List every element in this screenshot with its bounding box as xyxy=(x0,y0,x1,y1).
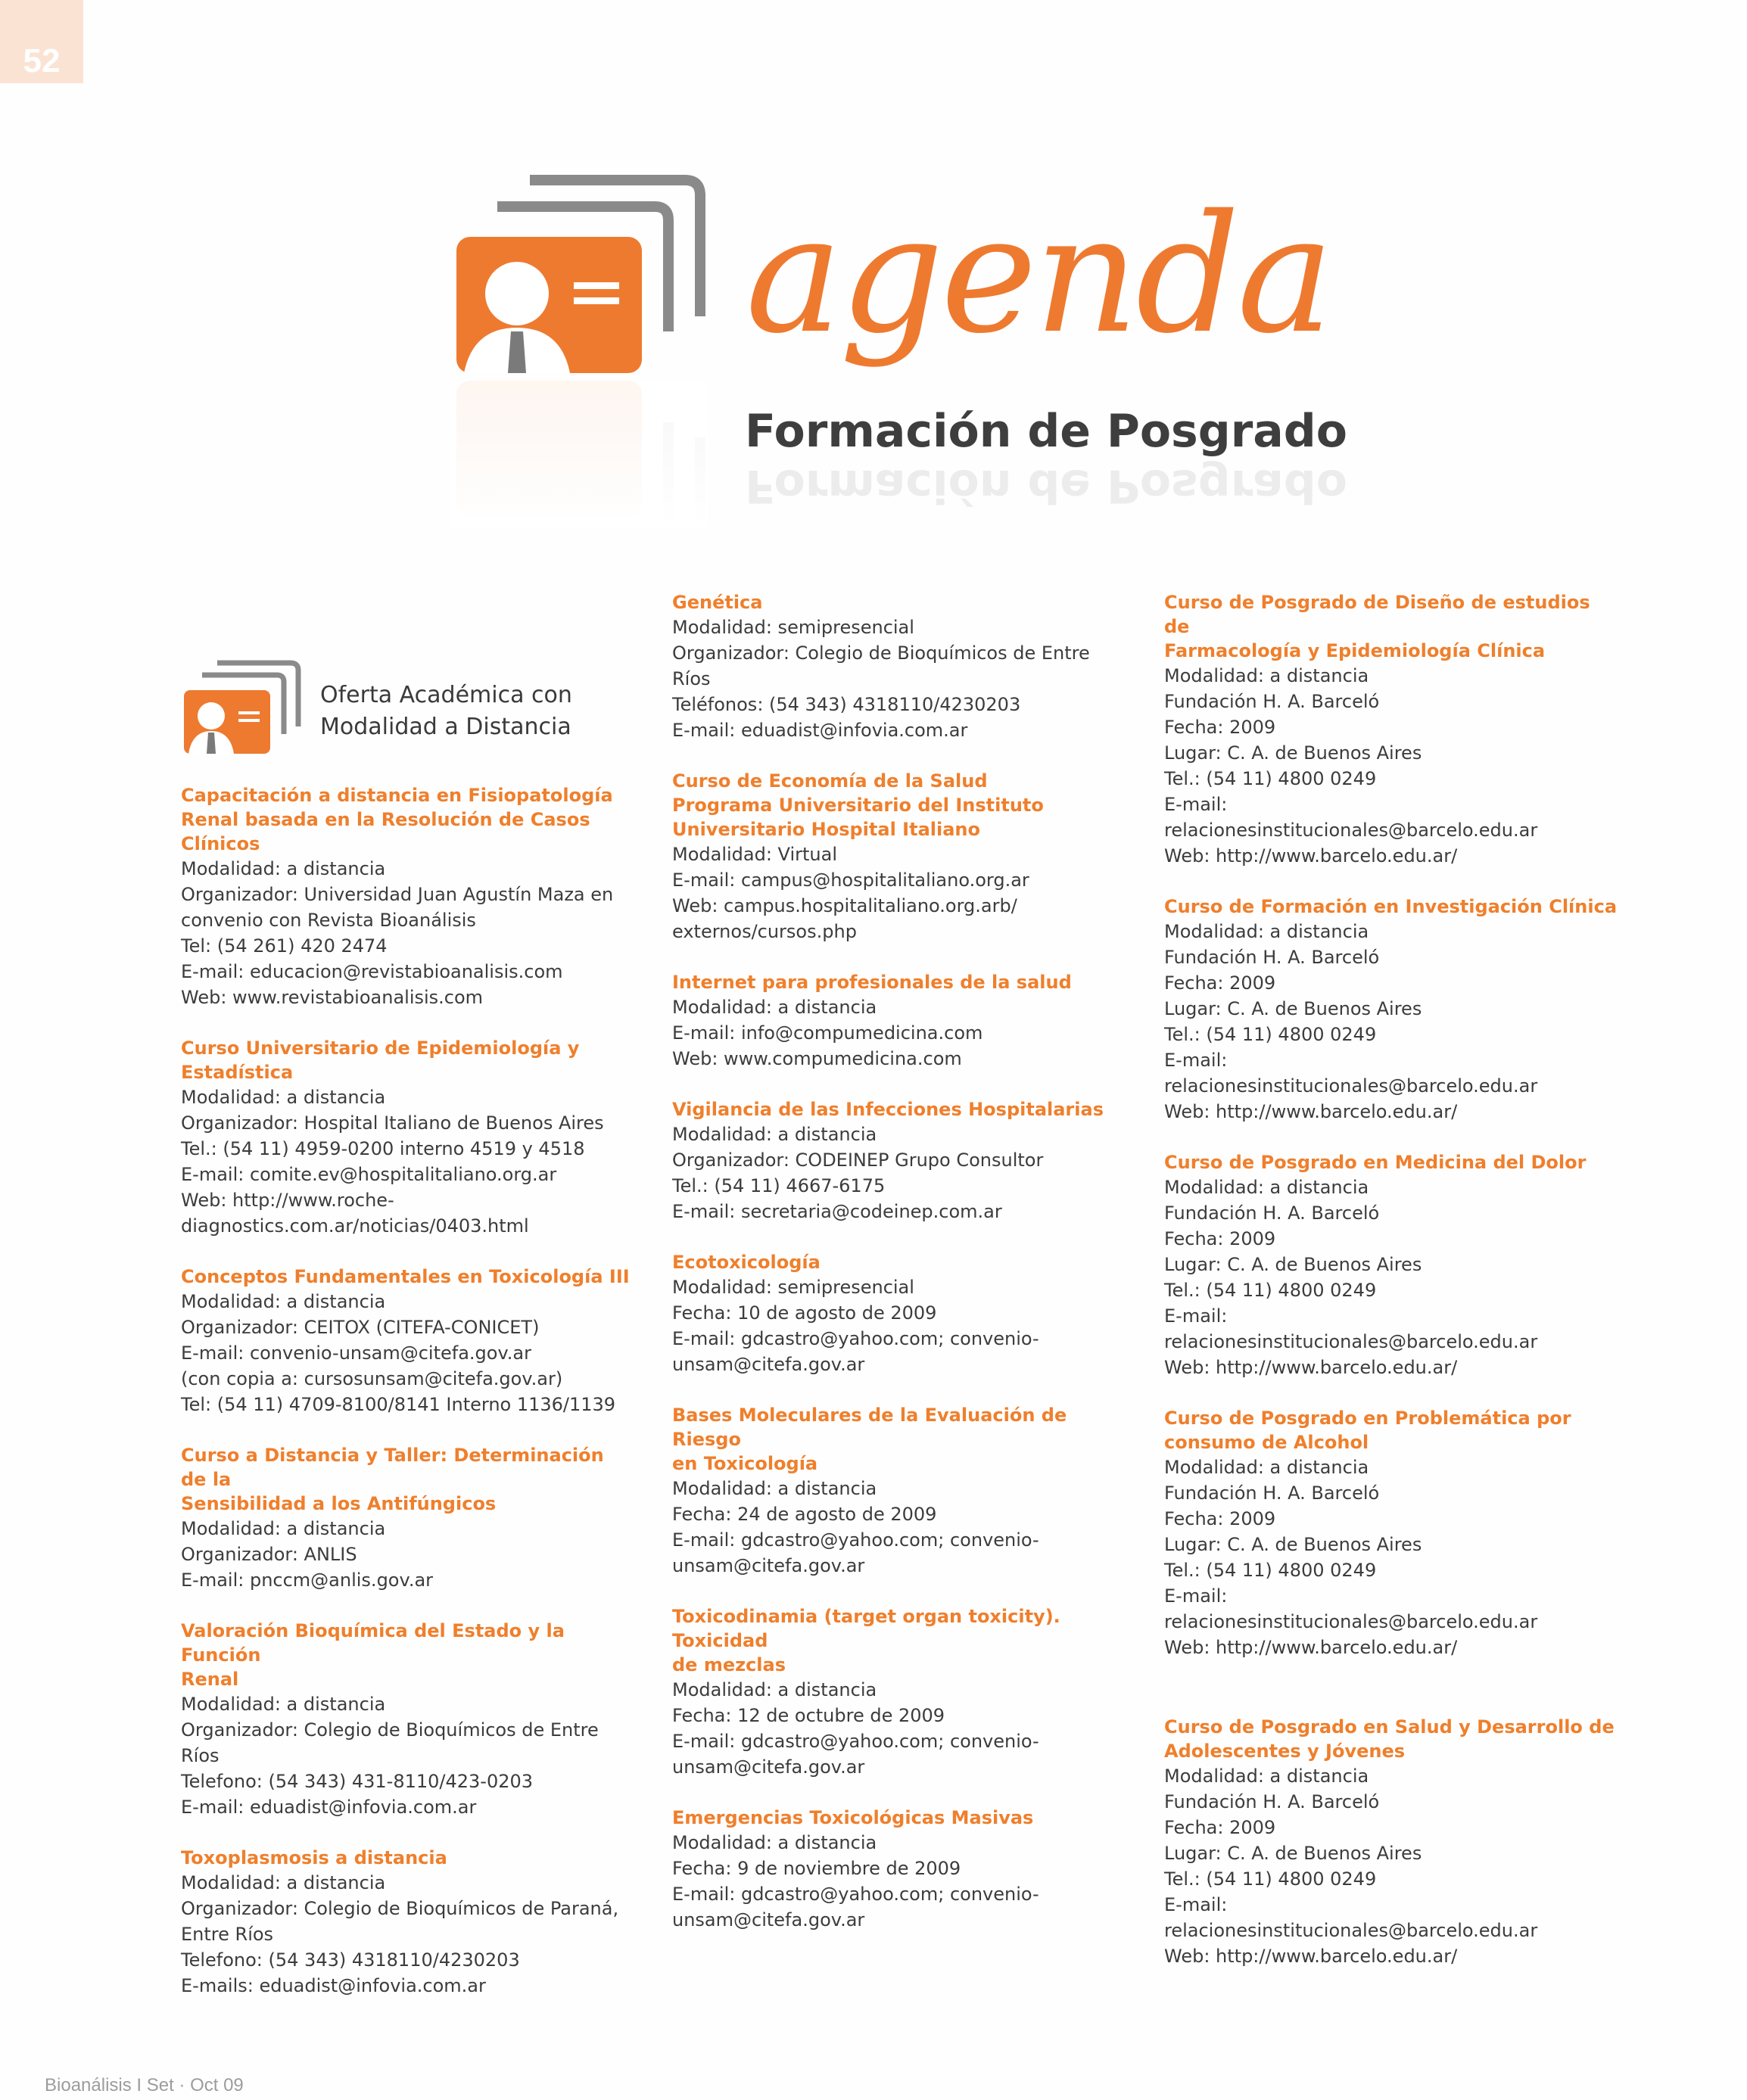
course-detail: Modalidad: a distancia xyxy=(181,858,386,879)
section-title-line: Oferta Académica con xyxy=(320,682,572,708)
section-header xyxy=(181,657,605,755)
course-title: Farmacología y Epidemiología Clínica xyxy=(1164,640,1546,661)
course-detail: Fecha: 12 de octubre de 2009 xyxy=(672,1705,945,1726)
course-detail: Organizador: ANLIS xyxy=(181,1544,357,1565)
course-entry xyxy=(672,1097,1126,1224)
course-entry xyxy=(181,1619,635,1820)
course-title: Conceptos Fundamentales en Toxicología III xyxy=(181,1266,630,1287)
course-title: Estadística xyxy=(181,1062,294,1083)
course-detail: Organizador: Colegio de Bioquímicos de Entre xyxy=(181,1719,599,1741)
course-detail: Web: www.compumedicina.com xyxy=(672,1048,962,1069)
footer: Bioanálisis I Set · Oct 09 xyxy=(45,2075,244,2095)
course-title: Bases Moleculares de la Evaluación de Riesgo xyxy=(672,1405,1067,1450)
course-detail: E-mail: eduadist@infovia.com.ar xyxy=(672,720,968,741)
course-detail: Web: http://www.roche- xyxy=(181,1190,394,1211)
course-detail: E-mail: xyxy=(1164,1050,1228,1071)
course-detail: Modalidad: a distancia xyxy=(181,1872,386,1893)
course-detail: Fecha: 24 de agosto de 2009 xyxy=(672,1504,937,1525)
course-detail: unsam@citefa.gov.ar xyxy=(672,1555,865,1576)
course-title: Curso de Economía de la Salud xyxy=(672,770,988,792)
course-title: Toxicodinamia (target organ toxicity). Toxicidad xyxy=(672,1606,1060,1651)
course-detail: Tel.: (54 11) 4800 0249 xyxy=(1164,768,1377,789)
course-entry xyxy=(672,769,1126,944)
course-entry xyxy=(672,1250,1126,1377)
course-entry xyxy=(1164,894,1618,1125)
course-entry xyxy=(1164,1715,1618,1969)
course-detail: Fundación H. A. Barceló xyxy=(1164,947,1380,968)
course-detail: Modalidad: a distancia xyxy=(672,1679,877,1700)
course-detail: Fundación H. A. Barceló xyxy=(1164,1791,1380,1812)
course-detail: E-mail: xyxy=(1164,1585,1228,1607)
course-title: Ecotoxicología xyxy=(672,1252,821,1273)
course-title: Renal xyxy=(181,1669,239,1690)
course-title: Adolescentes y Jóvenes xyxy=(1164,1741,1405,1762)
course-detail: Modalidad: a distancia xyxy=(181,1291,386,1312)
course-detail: Organizador: Colegio de Bioquímicos de Entre xyxy=(672,642,1090,664)
course-title: Curso de Posgrado en Problemática por xyxy=(1164,1408,1571,1429)
course-entry xyxy=(672,970,1126,1072)
course-title: Programa Universitario del Instituto xyxy=(672,795,1044,816)
course-entry xyxy=(672,590,1126,743)
course-detail: Web: www.revistabioanalisis.com xyxy=(181,987,484,1008)
course-detail: Entre Ríos xyxy=(181,1924,274,1945)
course-detail: E-mail: gdcastro@yahoo.com; convenio- xyxy=(672,1328,1039,1349)
course-entry xyxy=(181,1265,635,1417)
course-detail: Fundación H. A. Barceló xyxy=(1164,691,1380,712)
course-detail: Fecha: 2009 xyxy=(1164,1228,1276,1249)
course-title: Genética xyxy=(672,592,763,613)
column-1 xyxy=(181,783,635,2024)
course-entry xyxy=(672,1403,1126,1579)
course-title: consumo de Alcohol xyxy=(1164,1432,1369,1453)
course-detail: Web: http://www.barcelo.edu.ar/ xyxy=(1164,845,1458,866)
course-detail: Modalidad: a distancia xyxy=(181,1518,386,1539)
course-detail: Ríos xyxy=(672,668,711,689)
course-detail: E-mail: gdcastro@yahoo.com; convenio- xyxy=(672,1731,1039,1752)
course-title: Internet para profesionales de la salud xyxy=(672,972,1072,993)
course-detail: Organizador: CODEINEP Grupo Consultor xyxy=(672,1150,1044,1171)
agenda-card-icon xyxy=(450,173,708,528)
course-detail: Organizador: Hospital Italiano de Buenos Aires xyxy=(181,1112,604,1134)
course-detail: unsam@citefa.gov.ar xyxy=(672,1756,865,1778)
course-detail: E-mail: pnccm@anlis.gov.ar xyxy=(181,1570,434,1591)
agenda-wordmark: agenda xyxy=(746,179,1331,369)
course-detail: Web: campus.hospitalitaliano.org.arb/ xyxy=(672,895,1017,916)
course-entry xyxy=(181,783,635,1010)
course-title: Clínicos xyxy=(181,833,260,854)
course-detail: Lugar: C. A. de Buenos Aires xyxy=(1164,1843,1422,1864)
course-detail: Modalidad: a distancia xyxy=(672,1832,877,1853)
course-detail: convenio con Revista Bioanálisis xyxy=(181,910,476,931)
card-icon xyxy=(181,657,302,755)
course-detail: (con copia a: cursosunsam@citefa.gov.ar) xyxy=(181,1368,563,1389)
course-detail: E-mail: xyxy=(1164,1894,1228,1915)
course-detail: Lugar: C. A. de Buenos Aires xyxy=(1164,998,1422,1019)
section-title xyxy=(320,680,623,743)
course-detail: Modalidad: a distancia xyxy=(181,1087,386,1108)
course-detail: Telefono: (54 343) 4318110/4230203 xyxy=(181,1949,520,1971)
course-detail: Lugar: C. A. de Buenos Aires xyxy=(1164,1254,1422,1275)
course-title: Universitario Hospital Italiano xyxy=(672,819,980,840)
course-detail: E-mail: xyxy=(1164,1305,1228,1327)
course-detail: Organizador: Colegio de Bioquímicos de Paraná, xyxy=(181,1898,619,1919)
course-detail: Tel.: (54 11) 4800 0249 xyxy=(1164,1560,1377,1581)
course-detail: Fundación H. A. Barceló xyxy=(1164,1202,1380,1224)
course-detail: diagnostics.com.ar/noticias/0403.html xyxy=(181,1215,529,1237)
course-title: Capacitación a distancia en Fisiopatología xyxy=(181,785,613,806)
course-detail: Web: http://www.barcelo.edu.ar/ xyxy=(1164,1357,1458,1378)
spacer xyxy=(1164,1686,1618,1715)
course-title: Curso a Distancia y Taller: Determinación de la xyxy=(181,1445,604,1490)
course-detail: Modalidad: a distancia xyxy=(1164,1766,1369,1787)
course-detail: Tel.: (54 11) 4959-0200 interno 4519 y 4518 xyxy=(181,1138,585,1159)
course-detail: Fecha: 2009 xyxy=(1164,1508,1276,1529)
course-title: Valoración Bioquímica del Estado y la Función xyxy=(181,1620,565,1666)
course-entry xyxy=(1164,590,1618,869)
course-detail: Web: http://www.barcelo.edu.ar/ xyxy=(1164,1637,1458,1658)
course-detail: externos/cursos.php xyxy=(672,921,857,942)
course-title: de mezclas xyxy=(672,1654,786,1675)
course-detail: Modalidad: a distancia xyxy=(1164,1457,1369,1478)
course-detail: Web: http://www.barcelo.edu.ar/ xyxy=(1164,1946,1458,1967)
course-entry xyxy=(1164,1150,1618,1380)
course-detail: Tel: (54 261) 420 2474 xyxy=(181,935,388,957)
course-entry xyxy=(181,1036,635,1239)
course-entry xyxy=(181,1443,635,1593)
course-title: Vigilancia de las Infecciones Hospitalarias xyxy=(672,1099,1104,1120)
course-detail: E-mail: xyxy=(1164,794,1228,815)
course-detail: E-mail: gdcastro@yahoo.com; convenio- xyxy=(672,1884,1039,1905)
course-detail: Modalidad: semipresencial xyxy=(672,617,914,638)
page-title: Formación de Posgrado xyxy=(745,405,1347,458)
section-title-line: Modalidad a Distancia xyxy=(320,714,571,740)
course-title: Toxoplasmosis a distancia xyxy=(181,1847,447,1868)
course-detail: Tel.: (54 11) 4800 0249 xyxy=(1164,1280,1377,1301)
course-detail: Fecha: 9 de noviembre de 2009 xyxy=(672,1858,961,1879)
course-entry xyxy=(181,1846,635,1999)
course-title: Curso de Posgrado en Salud y Desarrollo de xyxy=(1164,1716,1615,1738)
course-detail: E-mail: convenio-unsam@citefa.gov.ar xyxy=(181,1342,531,1364)
course-detail: relacionesinstitucionales@barcelo.edu.ar xyxy=(1164,1920,1538,1941)
column-3 xyxy=(1164,590,1618,1995)
course-detail: E-mail: secretaria@codeinep.com.ar xyxy=(672,1201,1002,1222)
page-number: 52 xyxy=(0,0,83,83)
course-detail: Teléfonos: (54 343) 4318110/4230203 xyxy=(672,694,1021,715)
column-2 xyxy=(672,590,1126,1958)
page-title-reflection: Formación de Posgrado xyxy=(745,459,1347,512)
course-detail: Tel.: (54 11) 4800 0249 xyxy=(1164,1868,1377,1890)
course-title: Emergencias Toxicológicas Masivas xyxy=(672,1807,1034,1828)
course-detail: Tel: (54 11) 4709-8100/8141 Interno 1136/1139 xyxy=(181,1394,616,1415)
course-title: Curso de Posgrado en Medicina del Dolor xyxy=(1164,1152,1587,1173)
course-detail: Modalidad: a distancia xyxy=(181,1694,386,1715)
course-title: Curso de Formación en Investigación Clínica xyxy=(1164,896,1618,917)
course-detail: Organizador: CEITOX (CITEFA-CONICET) xyxy=(181,1317,540,1338)
course-detail: Web: http://www.barcelo.edu.ar/ xyxy=(1164,1101,1458,1122)
course-detail: E-mails: eduadist@infovia.com.ar xyxy=(181,1975,486,1996)
course-detail: relacionesinstitucionales@barcelo.edu.ar xyxy=(1164,1331,1538,1352)
course-detail: E-mail: gdcastro@yahoo.com; convenio- xyxy=(672,1529,1039,1551)
course-detail: Modalidad: a distancia xyxy=(1164,921,1369,942)
course-title: Curso de Posgrado de Diseño de estudios de xyxy=(1164,592,1590,637)
course-detail: Modalidad: a distancia xyxy=(1164,665,1369,686)
course-title: Sensibilidad a los Antifúngicos xyxy=(181,1493,497,1514)
course-detail: Tel.: (54 11) 4667-6175 xyxy=(672,1175,886,1196)
course-detail: relacionesinstitucionales@barcelo.edu.ar xyxy=(1164,1611,1538,1632)
course-detail: E-mail: educacion@revistabioanalisis.com xyxy=(181,961,563,982)
course-detail: Lugar: C. A. de Buenos Aires xyxy=(1164,1534,1422,1555)
course-detail: relacionesinstitucionales@barcelo.edu.ar xyxy=(1164,820,1538,841)
course-detail: E-mail: campus@hospitalitaliano.org.ar xyxy=(672,870,1029,891)
course-detail: unsam@citefa.gov.ar xyxy=(672,1909,865,1930)
course-detail: Fecha: 2009 xyxy=(1164,717,1276,738)
course-detail: Telefono: (54 343) 431-8110/423-0203 xyxy=(181,1771,534,1792)
course-title: en Toxicología xyxy=(672,1453,818,1474)
course-detail: unsam@citefa.gov.ar xyxy=(672,1354,865,1375)
course-detail: E-mail: info@compumedicina.com xyxy=(672,1022,983,1044)
course-detail: relacionesinstitucionales@barcelo.edu.ar xyxy=(1164,1075,1538,1097)
course-entry xyxy=(1164,1406,1618,1660)
course-detail: Fundación H. A. Barceló xyxy=(1164,1482,1380,1504)
course-title: Curso Universitario de Epidemiología y xyxy=(181,1038,580,1059)
course-title: Renal basada en la Resolución de Casos xyxy=(181,809,590,830)
course-detail: Tel.: (54 11) 4800 0249 xyxy=(1164,1024,1377,1045)
course-entry xyxy=(672,1806,1126,1933)
course-entry xyxy=(672,1604,1126,1780)
course-detail: Fecha: 2009 xyxy=(1164,972,1276,994)
course-detail: E-mail: eduadist@infovia.com.ar xyxy=(181,1797,477,1818)
course-detail: Fecha: 2009 xyxy=(1164,1817,1276,1838)
course-detail: E-mail: comite.ev@hospitalitaliano.org.ar xyxy=(181,1164,557,1185)
course-detail: Modalidad: semipresencial xyxy=(672,1277,914,1298)
course-detail: Modalidad: Virtual xyxy=(672,844,837,865)
course-detail: Modalidad: a distancia xyxy=(1164,1177,1369,1198)
course-detail: Fecha: 10 de agosto de 2009 xyxy=(672,1302,937,1324)
course-detail: Modalidad: a distancia xyxy=(672,1124,877,1145)
course-detail: Lugar: C. A. de Buenos Aires xyxy=(1164,742,1422,764)
course-detail: Modalidad: a distancia xyxy=(672,1478,877,1499)
course-detail: Organizador: Universidad Juan Agustín Maza en xyxy=(181,884,614,905)
course-detail: Modalidad: a distancia xyxy=(672,997,877,1018)
course-detail: Ríos xyxy=(181,1745,220,1766)
